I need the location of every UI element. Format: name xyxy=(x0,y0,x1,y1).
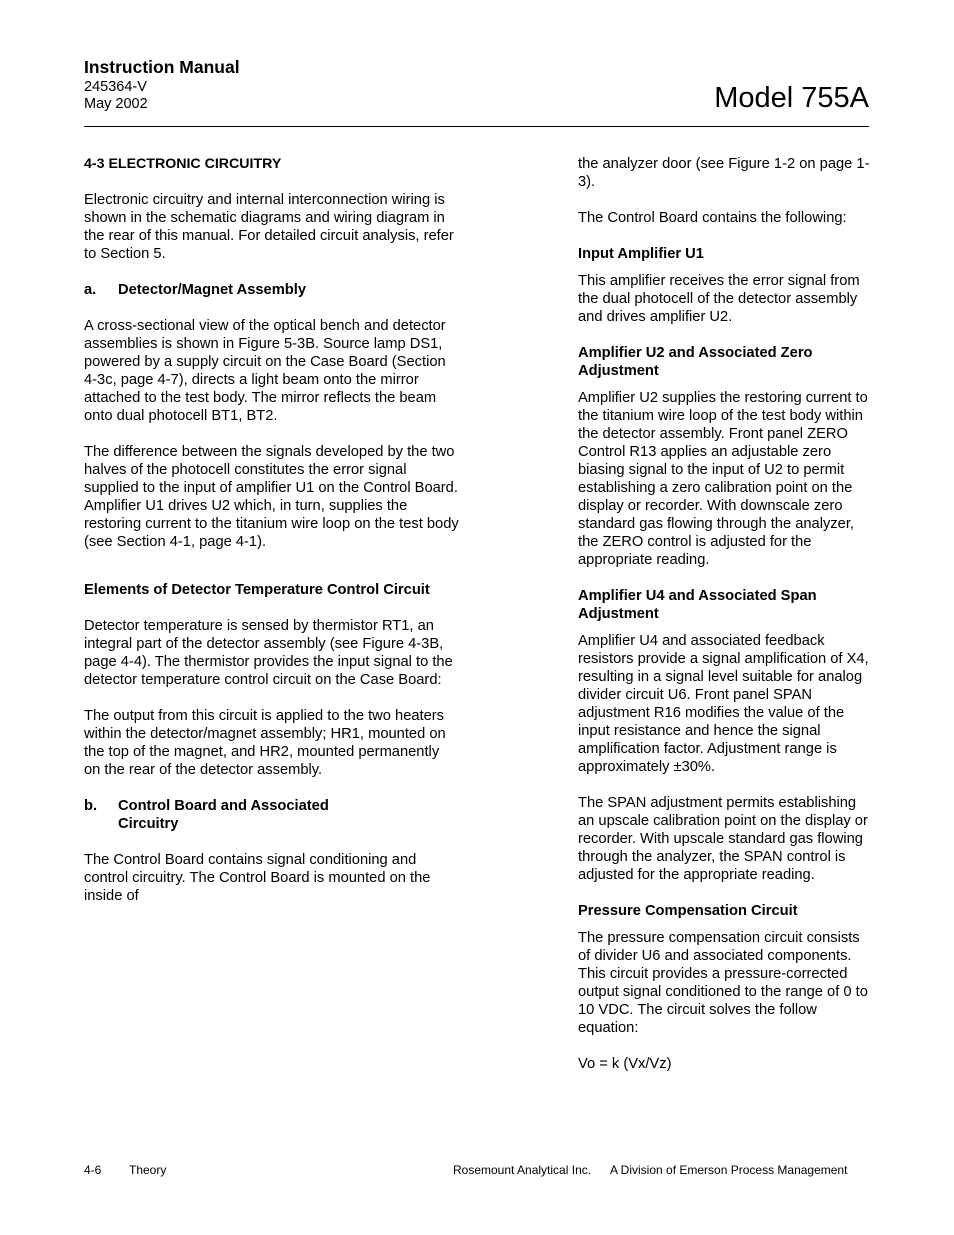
document-date: May 2002 xyxy=(84,96,148,112)
contains-paragraph: The Control Board contains the following: xyxy=(578,210,847,226)
u2-paragraph: Amplifier U2 supplies the restoring current to the titanium wire loop of the test body within the detector assembly. Front panel ZERO Control R13 applies an adjustable zero biasing signal to the input of U2 to permit establishing a zero calibration point on the display or recorder. With downscale zero standard gas flowing through the analyzer, the ZERO control is adjusted for the appropriate reading. xyxy=(578,390,868,568)
pressure-paragraph: The pressure compensation circuit consists of divider U6 and associated components. This circuit provides a pressure-corrected output signal conditioned to the range of 0 to 10 VDC. The circuit solves the follow equation: xyxy=(578,930,868,1036)
subsection-b-heading xyxy=(84,797,459,833)
model-name: Model 755A xyxy=(714,82,869,114)
footer-page-number: 4-6 xyxy=(84,1163,102,1177)
footer-company: Rosemount Analytical Inc. xyxy=(453,1163,592,1177)
control-board-paragraph: The Control Board contains signal conditioning and control circuitry. The Control Board is mounted on the inside of xyxy=(84,852,431,904)
section-heading: 4-3 ELECTRONIC CIRCUITRY xyxy=(84,156,282,172)
header-rule xyxy=(84,126,869,127)
u2-heading: Amplifier U2 and Associated Zero Adjustment xyxy=(578,345,813,379)
u4-paragraph-2: The SPAN adjustment permits establishing an upscale calibration point on the display or recorder. With upscale standard gas flowing through the analyzer, the SPAN control is adjusted for the appropriate reading. xyxy=(578,795,868,883)
footer-section: Theory xyxy=(129,1163,167,1177)
pressure-heading: Pressure Compensation Circuit xyxy=(578,903,798,919)
continued-paragraph: the analyzer door (see Figure 1-2 on page 1-3). xyxy=(578,156,870,190)
elements-paragraph-1: Detector temperature is sensed by thermistor RT1, an integral part of the detector assembly (see Figure 4-3B, page 4-4). The thermistor provides the input signal to the detector temperature control circuit on the Case Board: xyxy=(84,618,453,688)
detector-paragraph-1: A cross-sectional view of the optical bench and detector assemblies is shown in Figure 5-3B. Source lamp DS1, powered by a supply circuit on the Case Board (Section 4-3c, page 4-7), directs a light beam onto the mirror attached to the test body. The mirror reflects the beam onto dual photocell BT1, BT2. xyxy=(84,318,446,424)
subsection-a-label: a. xyxy=(84,282,97,298)
subsection-a-title: Detector/Magnet Assembly xyxy=(118,282,306,298)
manual-title: Instruction Manual xyxy=(84,57,240,77)
subsection-b-label: b. xyxy=(84,798,98,814)
left-column xyxy=(84,155,459,923)
u1-paragraph: This amplifier receives the error signal from the dual photocell of the detector assembly and drives amplifier U2. xyxy=(578,273,860,325)
subsection-b-title: Control Board and Associated Circuitry xyxy=(118,798,329,832)
equation: Vo = k (Vx/Vz) xyxy=(578,1056,672,1072)
u4-heading: Amplifier U4 and Associated Span Adjustment xyxy=(578,588,817,622)
u1-heading: Input Amplifier U1 xyxy=(578,246,704,262)
subsection-a-heading xyxy=(84,281,459,299)
right-column xyxy=(578,155,873,1091)
detector-paragraph-2: The difference between the signals developed by the two halves of the photocell constitutes the error signal supplied to the input of amplifier U1 on the Control Board. Amplifier U1 drives U2 which, in turn, supplies the restoring current to the titanium wire loop on the test body (see Section 4-1, page 4-1). xyxy=(84,444,459,550)
elements-paragraph-2: The output from this circuit is applied to the two heaters within the detector/magnet assembly; HR1, mounted on the top of the magnet, and HR2, mounted permanently on the rear of the detector assembly. xyxy=(84,708,446,778)
footer-division: A Division of Emerson Process Management xyxy=(610,1163,848,1177)
elements-heading: Elements of Detector Temperature Control Circuit xyxy=(84,582,430,598)
u4-paragraph-1: Amplifier U4 and associated feedback resistors provide a signal amplification of X4, resulting in a signal level suitable for analog divider circuit U6. Front panel SPAN adjustment R16 modifies the value of the input resistance and hence the signal amplification factor. Adjustment range is approximately ±30%. xyxy=(578,633,869,775)
document-number: 245364-V xyxy=(84,79,147,95)
intro-paragraph: Electronic circuitry and internal interconnection wiring is shown in the schematic diagrams and wiring diagram in the rear of this manual. For detailed circuit analysis, refer to Section 5. xyxy=(84,192,454,262)
